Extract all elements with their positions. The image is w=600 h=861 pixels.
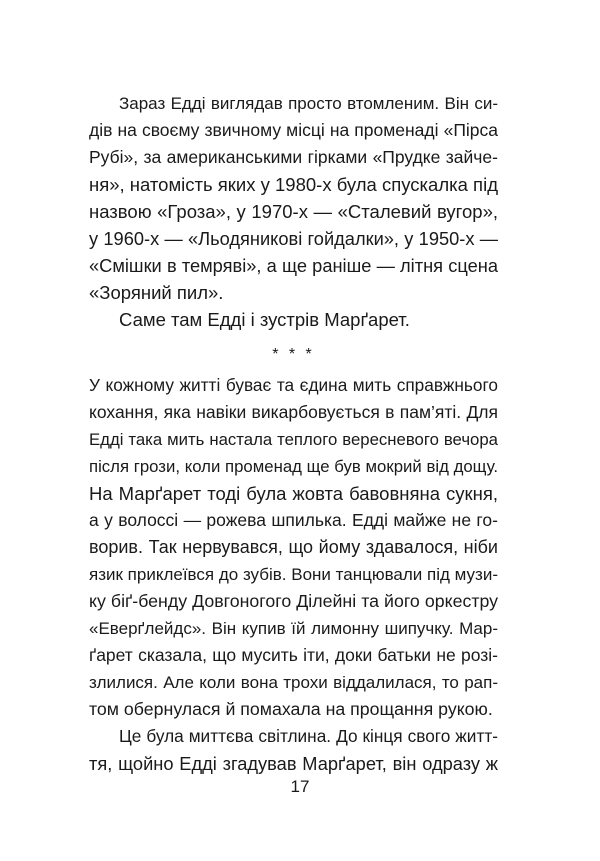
text-line: Це була миттєва світлина. До кінця свого житт- — [119, 726, 498, 746]
text-line: На Марґарет тоді була жовта бавовняна сукня, — [89, 483, 498, 504]
text-line: «Смішки в темряві», а ще раніше — літня сцена — [89, 255, 498, 276]
text-line: дів на своєму звичному місці на променаді «Пірса — [89, 120, 498, 140]
text-line: «Еверґлейдс». Він купив їй лимонну шипучку. Мар- — [89, 619, 498, 638]
paragraph-2 — [89, 306, 498, 333]
text-line: ку біґ-бенду Довгоногого Ділейні та його оркестру — [89, 591, 498, 611]
text-line: а у волоссі — рожева шпилька. Едді майже не го- — [89, 510, 498, 530]
text-line: ґарет сказала, що мусить іти, доки батьки не розі- — [89, 645, 498, 665]
text-line: тя, щойно Едді згадував Марґарет, він одразу ж — [89, 753, 498, 774]
text-line: ня», натомість яких у 1980-х була спускалка під — [89, 174, 498, 195]
page-number: 17 — [290, 777, 310, 796]
text-line: язик приклеївся до зубів. Вони танцювали під музи- — [89, 565, 498, 584]
text-line: Зараз Едді виглядав просто втомленим. Він си- — [119, 94, 498, 113]
text-line: том обернулася й помахала на прощання рукою. — [89, 699, 493, 719]
text-line: «Зоряний пил». — [89, 282, 224, 303]
text-line: ворив. Так нервувався, що йому здавалося, ніби — [89, 537, 498, 557]
text-line: кохання, яка навіки викарбовується в пам’яті. Для — [89, 402, 498, 422]
text-line: у 1960-х — «Льодяникові гойдалки», у 1950-х — — [89, 228, 498, 249]
text-line: Рубі», за американськими гірками «Прудке зайче- — [89, 147, 498, 167]
text-line: після грози, коли променад ще був мокрий від дощу. — [89, 457, 498, 476]
section-break: * * * — [272, 346, 315, 363]
paragraph-3 — [89, 372, 498, 723]
text-line: Саме там Едді і зустрів Марґарет. — [119, 309, 410, 330]
text-line: назвою «Гроза», у 1970-х — «Сталевий вугор», — [89, 201, 498, 222]
paragraph-4 — [89, 723, 498, 777]
text-line: злилися. Але коли вона трохи віддалилася, то рап- — [89, 673, 498, 692]
text-line: У кожному житті буває та єдина мить справжнього — [89, 375, 498, 395]
paragraph-1 — [89, 90, 498, 306]
text-line: Едді така мить настала теплого вересневого вечора — [89, 430, 498, 449]
body-text — [89, 90, 498, 777]
